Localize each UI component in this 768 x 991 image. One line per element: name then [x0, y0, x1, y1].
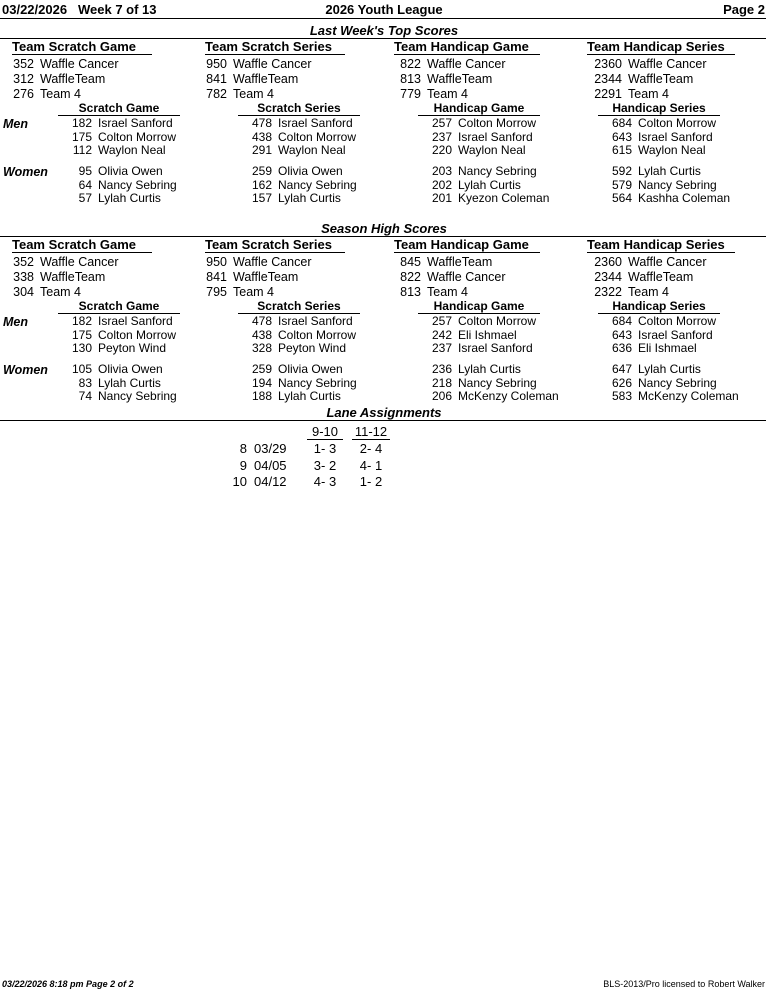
- men-score-row: [62, 329, 176, 343]
- footer-timestamp: 03/22/2026 8:18 pm Page 2 of 2: [2, 979, 134, 989]
- women-score-row: [62, 192, 161, 206]
- team-name: Team 4: [628, 285, 669, 299]
- team-column-header: Team Handicap Game: [394, 238, 540, 253]
- men-score-row: [242, 131, 356, 145]
- team-column-header: Team Handicap Series: [587, 40, 735, 55]
- bowler-name: Waylon Neal: [98, 143, 166, 157]
- men-score-row: [62, 342, 166, 356]
- bowler-score: 643: [611, 327, 632, 342]
- bowler-score: 684: [611, 116, 632, 130]
- bowler-name: Israel Sanford: [98, 116, 173, 130]
- women-score-row: [422, 363, 521, 377]
- team-name: Team 4: [427, 87, 468, 101]
- team-name: Waffle Cancer: [233, 57, 312, 71]
- women-score-row: [422, 377, 537, 391]
- lane-pair-header: 9-10: [307, 424, 343, 440]
- lane-assignment: 4- 1: [359, 457, 383, 473]
- men-score-row: [422, 144, 526, 158]
- bowler-name: Olivia Owen: [278, 164, 343, 178]
- women-score-row: [602, 363, 701, 377]
- bowler-name: Waylon Neal: [638, 143, 706, 157]
- bowler-score: 162: [251, 177, 272, 192]
- bowler-score: 157: [251, 191, 272, 205]
- team-score: 822: [400, 57, 421, 71]
- team-name: Team 4: [233, 87, 274, 101]
- individual-column-header: Handicap Game: [418, 300, 540, 314]
- team-name: WaffleTeam: [427, 72, 493, 86]
- men-label: Men: [3, 315, 28, 329]
- team-score: 2344: [594, 270, 622, 284]
- bowler-name: McKenzy Coleman: [458, 389, 559, 403]
- women-score-row: [62, 390, 177, 404]
- bowler-score: 478: [251, 116, 272, 130]
- bowler-score: 583: [611, 389, 632, 403]
- bowler-name: Lylah Curtis: [458, 362, 521, 376]
- team-score: 950: [206, 57, 227, 71]
- bowler-name: Nancy Sebring: [98, 389, 177, 403]
- team-column-header: Team Handicap Game: [394, 40, 540, 55]
- team-score: 841: [206, 270, 227, 284]
- team-score-row: [203, 57, 312, 72]
- bowler-name: Israel Sanford: [458, 129, 533, 144]
- women-score-row: [242, 179, 357, 193]
- bowler-name: Israel Sanford: [278, 116, 353, 130]
- bowler-name: McKenzy Coleman: [638, 389, 739, 403]
- bowler-score: 236: [431, 362, 452, 376]
- team-score: 352: [13, 57, 34, 71]
- women-score-row: [62, 363, 163, 377]
- bowler-score: 201: [431, 191, 452, 205]
- team-score-row: [203, 87, 274, 102]
- men-score-row: [242, 144, 346, 158]
- bowler-score: 626: [611, 375, 632, 390]
- bowler-score: 182: [71, 116, 92, 130]
- lane-date: 04/05: [254, 457, 287, 473]
- lane-pair-header: 11-12: [352, 424, 390, 440]
- individual-column-header: Handicap Series: [598, 102, 720, 116]
- team-score: 779: [400, 87, 421, 101]
- bowler-name: Israel Sanford: [98, 314, 173, 328]
- bowler-name: Colton Morrow: [278, 129, 357, 144]
- bowler-name: Colton Morrow: [278, 327, 357, 342]
- team-score: 813: [400, 72, 421, 86]
- bowler-name: Kyezon Coleman: [458, 191, 550, 205]
- bowler-name: Lylah Curtis: [638, 164, 701, 178]
- women-score-row: [422, 390, 559, 404]
- men-score-row: [62, 117, 173, 131]
- season-title: Season High Scores: [321, 221, 447, 236]
- team-score: 338: [13, 270, 34, 284]
- bowler-name: Peyton Wind: [278, 341, 347, 355]
- women-score-row: [242, 165, 343, 179]
- individual-column-header: Handicap Game: [418, 102, 540, 116]
- team-name: Waffle Cancer: [427, 57, 506, 71]
- bowler-name: Peyton Wind: [98, 341, 167, 355]
- individual-column-header: Scratch Series: [238, 300, 360, 314]
- bowler-score: 643: [611, 129, 632, 144]
- team-name: Waffle Cancer: [628, 57, 707, 71]
- bowler-name: Olivia Owen: [98, 362, 163, 376]
- lane-assignments-title: Lane Assignments: [326, 405, 442, 420]
- men-score-row: [602, 329, 713, 343]
- team-name: Waffle Cancer: [233, 255, 312, 269]
- team-score: 2291: [594, 87, 622, 101]
- team-score-row: [10, 87, 81, 102]
- bowler-score: 74: [78, 389, 92, 403]
- team-column-header: Team Scratch Game: [12, 40, 152, 55]
- bowler-name: Nancy Sebring: [458, 375, 537, 390]
- bowler-name: Olivia Owen: [98, 164, 163, 178]
- bowler-score: 95: [78, 164, 92, 178]
- bowler-name: Kashha Coleman: [638, 191, 731, 205]
- team-score: 795: [206, 285, 227, 299]
- bowler-score: 615: [611, 143, 632, 157]
- team-score-row: [588, 72, 693, 87]
- men-score-row: [62, 144, 166, 158]
- team-score: 2360: [594, 57, 622, 71]
- women-score-row: [602, 179, 717, 193]
- team-score-row: [397, 72, 492, 87]
- team-column-header: Team Scratch Series: [205, 238, 345, 253]
- bowler-score: 112: [72, 143, 92, 157]
- individual-column-header: Scratch Series: [238, 102, 360, 116]
- bowler-name: Waylon Neal: [278, 143, 346, 157]
- men-score-row: [602, 144, 706, 158]
- lane-date: 03/29: [254, 441, 287, 456]
- bowler-score: 684: [611, 314, 632, 328]
- bowler-name: Eli Ishmael: [458, 327, 517, 342]
- team-column-header: Team Scratch Series: [205, 40, 345, 55]
- team-score-row: [588, 270, 693, 285]
- team-score: 813: [400, 285, 421, 299]
- team-score: 276: [13, 87, 34, 101]
- men-score-row: [422, 315, 536, 329]
- team-score-row: [588, 285, 669, 300]
- women-label: Women: [3, 165, 48, 179]
- men-score-row: [242, 329, 356, 343]
- team-column-header: Team Handicap Series: [587, 238, 735, 253]
- bowler-score: 328: [251, 341, 272, 355]
- bowler-score: 438: [251, 327, 272, 342]
- lane-week: 8: [239, 441, 247, 456]
- women-score-row: [242, 363, 343, 377]
- bowler-score: 257: [431, 314, 452, 328]
- individual-column-header: Scratch Game: [58, 300, 180, 314]
- bowler-name: Eli Ishmael: [638, 341, 697, 355]
- team-name: WaffleTeam: [628, 72, 694, 86]
- bowler-name: Waylon Neal: [458, 143, 526, 157]
- team-score-row: [397, 270, 506, 285]
- women-label: Women: [3, 363, 48, 377]
- bowler-score: 478: [251, 314, 272, 328]
- bowler-name: Lylah Curtis: [458, 177, 521, 192]
- team-name: WaffleTeam: [427, 255, 493, 269]
- bowler-name: Lylah Curtis: [98, 375, 161, 390]
- team-score-row: [588, 87, 669, 102]
- team-score-row: [588, 255, 707, 270]
- team-score-row: [203, 285, 274, 300]
- lane-assignment: 3- 2: [313, 457, 337, 473]
- women-score-row: [62, 165, 163, 179]
- bowler-score: 182: [71, 314, 92, 328]
- women-score-row: [62, 179, 177, 193]
- team-score: 950: [206, 255, 227, 269]
- bowler-name: Israel Sanford: [458, 341, 533, 355]
- bowler-score: 194: [251, 375, 272, 390]
- bowler-score: 259: [251, 164, 272, 178]
- bowler-name: Nancy Sebring: [458, 164, 537, 178]
- bowler-score: 105: [71, 362, 92, 376]
- lane-week: 9: [239, 457, 247, 473]
- men-score-row: [602, 131, 713, 145]
- women-score-row: [242, 377, 357, 391]
- bowler-score: 438: [251, 129, 272, 144]
- team-score: 304: [13, 285, 34, 299]
- bowler-name: Colton Morrow: [98, 129, 177, 144]
- team-score-row: [397, 57, 506, 72]
- team-name: Waffle Cancer: [628, 255, 707, 269]
- lane-week: 10: [232, 474, 247, 489]
- women-score-row: [242, 192, 341, 206]
- bowler-name: Nancy Sebring: [278, 177, 357, 192]
- team-score: 841: [206, 72, 227, 86]
- bowler-score: 202: [431, 177, 452, 192]
- bowler-name: Nancy Sebring: [638, 177, 717, 192]
- bowler-name: Israel Sanford: [638, 129, 713, 144]
- team-name: WaffleTeam: [40, 270, 106, 284]
- team-name: Team 4: [40, 285, 81, 299]
- men-score-row: [242, 342, 346, 356]
- team-score: 352: [13, 255, 34, 269]
- team-score-row: [10, 255, 119, 270]
- bowler-name: Colton Morrow: [638, 116, 717, 130]
- team-score: 845: [400, 255, 421, 269]
- bowler-name: Colton Morrow: [638, 314, 717, 328]
- team-score-row: [203, 255, 312, 270]
- women-score-row: [422, 179, 521, 193]
- men-score-row: [242, 117, 353, 131]
- bowler-score: 130: [71, 341, 92, 355]
- team-score-row: [588, 57, 707, 72]
- women-score-row: [242, 390, 341, 404]
- women-score-row: [422, 192, 549, 206]
- bowler-score: 259: [251, 362, 272, 376]
- bowler-name: Nancy Sebring: [638, 375, 717, 390]
- bowler-name: Colton Morrow: [458, 314, 537, 328]
- bowler-score: 206: [431, 389, 452, 403]
- bowler-name: Lylah Curtis: [98, 191, 161, 205]
- team-score-row: [203, 72, 298, 87]
- footer-license: BLS-2013/Pro licensed to Robert Walker: [603, 979, 765, 989]
- men-label: Men: [3, 117, 28, 131]
- women-score-row: [602, 165, 701, 179]
- team-score: 2344: [594, 72, 622, 86]
- league-name: 2026 Youth League: [325, 2, 443, 17]
- bowler-score: 64: [78, 177, 92, 192]
- team-score-row: [10, 72, 105, 87]
- men-score-row: [602, 342, 697, 356]
- bowler-score: 579: [611, 177, 632, 192]
- bowler-name: Lylah Curtis: [638, 362, 701, 376]
- women-score-row: [602, 390, 739, 404]
- women-score-row: [422, 165, 537, 179]
- report-week: Week 7 of 13: [78, 2, 157, 17]
- women-score-row: [602, 377, 717, 391]
- bowler-name: Lylah Curtis: [278, 389, 341, 403]
- team-name: Team 4: [233, 285, 274, 299]
- bowler-score: 647: [611, 362, 632, 376]
- team-name: Waffle Cancer: [40, 57, 119, 71]
- team-name: Waffle Cancer: [40, 255, 119, 269]
- men-score-row: [62, 131, 176, 145]
- team-name: Team 4: [427, 285, 468, 299]
- bowler-score: 237: [431, 341, 452, 355]
- bowler-name: Nancy Sebring: [278, 375, 357, 390]
- team-score-row: [10, 270, 105, 285]
- bowler-score: 257: [431, 116, 452, 130]
- lane-assignment: 1- 2: [359, 474, 383, 489]
- men-score-row: [62, 315, 173, 329]
- men-score-row: [422, 329, 517, 343]
- team-score: 312: [13, 72, 34, 86]
- page-number: Page 2: [723, 2, 765, 17]
- men-score-row: [422, 342, 533, 356]
- men-score-row: [602, 315, 716, 329]
- lane-date: 04/12: [254, 474, 287, 489]
- team-score-row: [397, 87, 468, 102]
- bowler-score: 218: [431, 375, 452, 390]
- bowler-score: 564: [611, 191, 632, 205]
- individual-column-header: Scratch Game: [58, 102, 180, 116]
- men-score-row: [242, 315, 353, 329]
- team-name: WaffleTeam: [40, 72, 106, 86]
- bowler-name: Colton Morrow: [98, 327, 177, 342]
- men-score-row: [422, 131, 533, 145]
- bowler-name: Colton Morrow: [458, 116, 537, 130]
- lane-assignment: 4- 3: [313, 474, 337, 489]
- team-column-header: Team Scratch Game: [12, 238, 152, 253]
- bowler-score: 636: [611, 341, 632, 355]
- team-score-row: [10, 57, 119, 72]
- women-score-row: [602, 192, 730, 206]
- team-score-row: [397, 285, 468, 300]
- lane-assignment: 1- 3: [313, 441, 337, 456]
- team-score-row: [203, 270, 298, 285]
- team-score-row: [397, 255, 492, 270]
- women-score-row: [62, 377, 161, 391]
- team-name: WaffleTeam: [233, 270, 299, 284]
- lane-rule: [0, 420, 766, 421]
- bowler-score: 203: [431, 164, 452, 178]
- bowler-name: Nancy Sebring: [98, 177, 177, 192]
- bowler-name: Israel Sanford: [278, 314, 353, 328]
- bowler-score: 175: [71, 129, 92, 144]
- report-date: 03/22/2026: [2, 2, 68, 17]
- bowler-score: 57: [78, 191, 92, 205]
- bowler-score: 83: [78, 375, 92, 390]
- last-week-title: Last Week's Top Scores: [309, 23, 459, 38]
- individual-column-header: Handicap Series: [598, 300, 720, 314]
- team-score: 2322: [594, 285, 622, 299]
- team-name: WaffleTeam: [628, 270, 694, 284]
- bowler-score: 188: [251, 389, 272, 403]
- team-name: Waffle Cancer: [427, 270, 506, 284]
- men-score-row: [602, 117, 716, 131]
- bowler-score: 175: [71, 327, 92, 342]
- team-score: 822: [400, 270, 421, 284]
- team-name: Team 4: [628, 87, 669, 101]
- bowler-score: 592: [611, 164, 632, 178]
- team-score: 782: [206, 87, 227, 101]
- team-name: Team 4: [40, 87, 81, 101]
- bowler-name: Lylah Curtis: [278, 191, 341, 205]
- bowler-score: 220: [431, 143, 452, 157]
- team-name: WaffleTeam: [233, 72, 299, 86]
- bowler-score: 291: [251, 143, 272, 157]
- lane-assignment: 2- 4: [359, 441, 383, 456]
- team-score: 2360: [594, 255, 622, 269]
- header-rule: [0, 18, 766, 19]
- bowler-name: Olivia Owen: [278, 362, 343, 376]
- men-score-row: [422, 117, 536, 131]
- bowler-score: 237: [431, 129, 452, 144]
- bowler-name: Israel Sanford: [638, 327, 713, 342]
- bowler-score: 242: [431, 327, 452, 342]
- team-score-row: [10, 285, 81, 300]
